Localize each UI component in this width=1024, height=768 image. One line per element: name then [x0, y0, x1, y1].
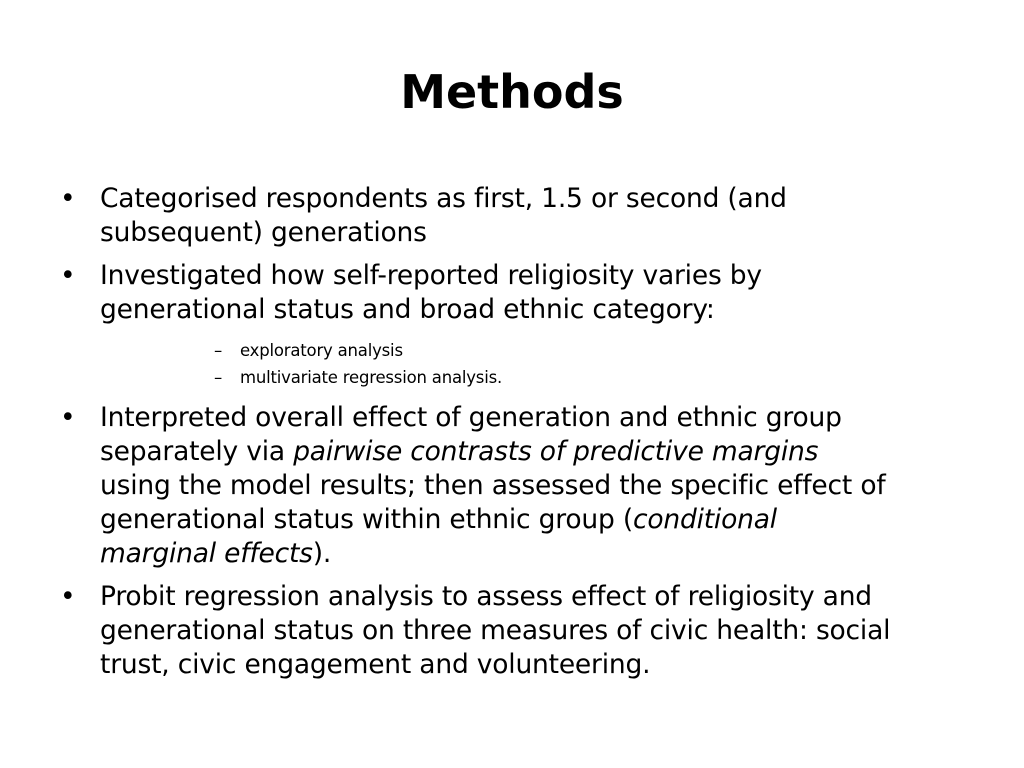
- bullet-text: generational status within ethnic group (: [100, 504, 633, 535]
- sub-bullet-item: [100, 337, 980, 364]
- bullet-icon: •: [60, 581, 76, 612]
- bullet-item-interpretation: [60, 401, 980, 571]
- bullet-text-italic: conditional: [632, 504, 777, 535]
- bullet-list: [60, 182, 980, 691]
- sub-bullet-text: exploratory analysis: [240, 341, 403, 360]
- sub-bullet-list: [100, 337, 980, 391]
- bullet-text-line: [100, 537, 980, 571]
- bullet-item-probit: [60, 580, 980, 682]
- bullet-item-religiosity: [60, 259, 980, 391]
- dash-icon: –: [214, 368, 223, 387]
- bullet-text: separately via: [100, 436, 294, 467]
- bullet-text-line: [100, 435, 980, 469]
- bullet-text-line: using the model results; then assessed the specific effect of: [100, 470, 886, 501]
- bullet-icon: •: [60, 260, 76, 291]
- bullet-text-line: Interpreted overall effect of generation and ethnic group: [100, 402, 842, 433]
- bullet-text-line: Categorised respondents as first, 1.5 or second (and: [100, 183, 787, 214]
- bullet-item-generations: [60, 182, 980, 250]
- bullet-text-line: trust, civic engagement and volunteering.: [100, 649, 651, 680]
- bullet-text-line: Investigated how self-reported religiosity varies by: [100, 260, 762, 291]
- bullet-text-line: Probit regression analysis to assess effect of religiosity and: [100, 581, 872, 612]
- bullet-text-italic: marginal effects: [100, 538, 313, 569]
- slide-title: Methods: [400, 65, 624, 119]
- sub-bullet-item: [100, 364, 980, 391]
- sub-bullet-text: multivariate regression analysis.: [240, 368, 503, 387]
- dash-icon: –: [214, 341, 223, 360]
- bullet-text-line: generational status on three measures of civic health: social: [100, 615, 891, 646]
- bullet-icon: •: [60, 183, 76, 214]
- bullet-icon: •: [60, 402, 76, 433]
- bullet-text-line: [100, 503, 980, 537]
- bullet-text-line: generational status and broad ethnic category:: [100, 294, 715, 325]
- bullet-text: ).: [312, 538, 332, 569]
- bullet-text-italic: pairwise contrasts of predictive margins: [293, 436, 819, 467]
- bullet-text-line: subsequent) generations: [100, 217, 427, 248]
